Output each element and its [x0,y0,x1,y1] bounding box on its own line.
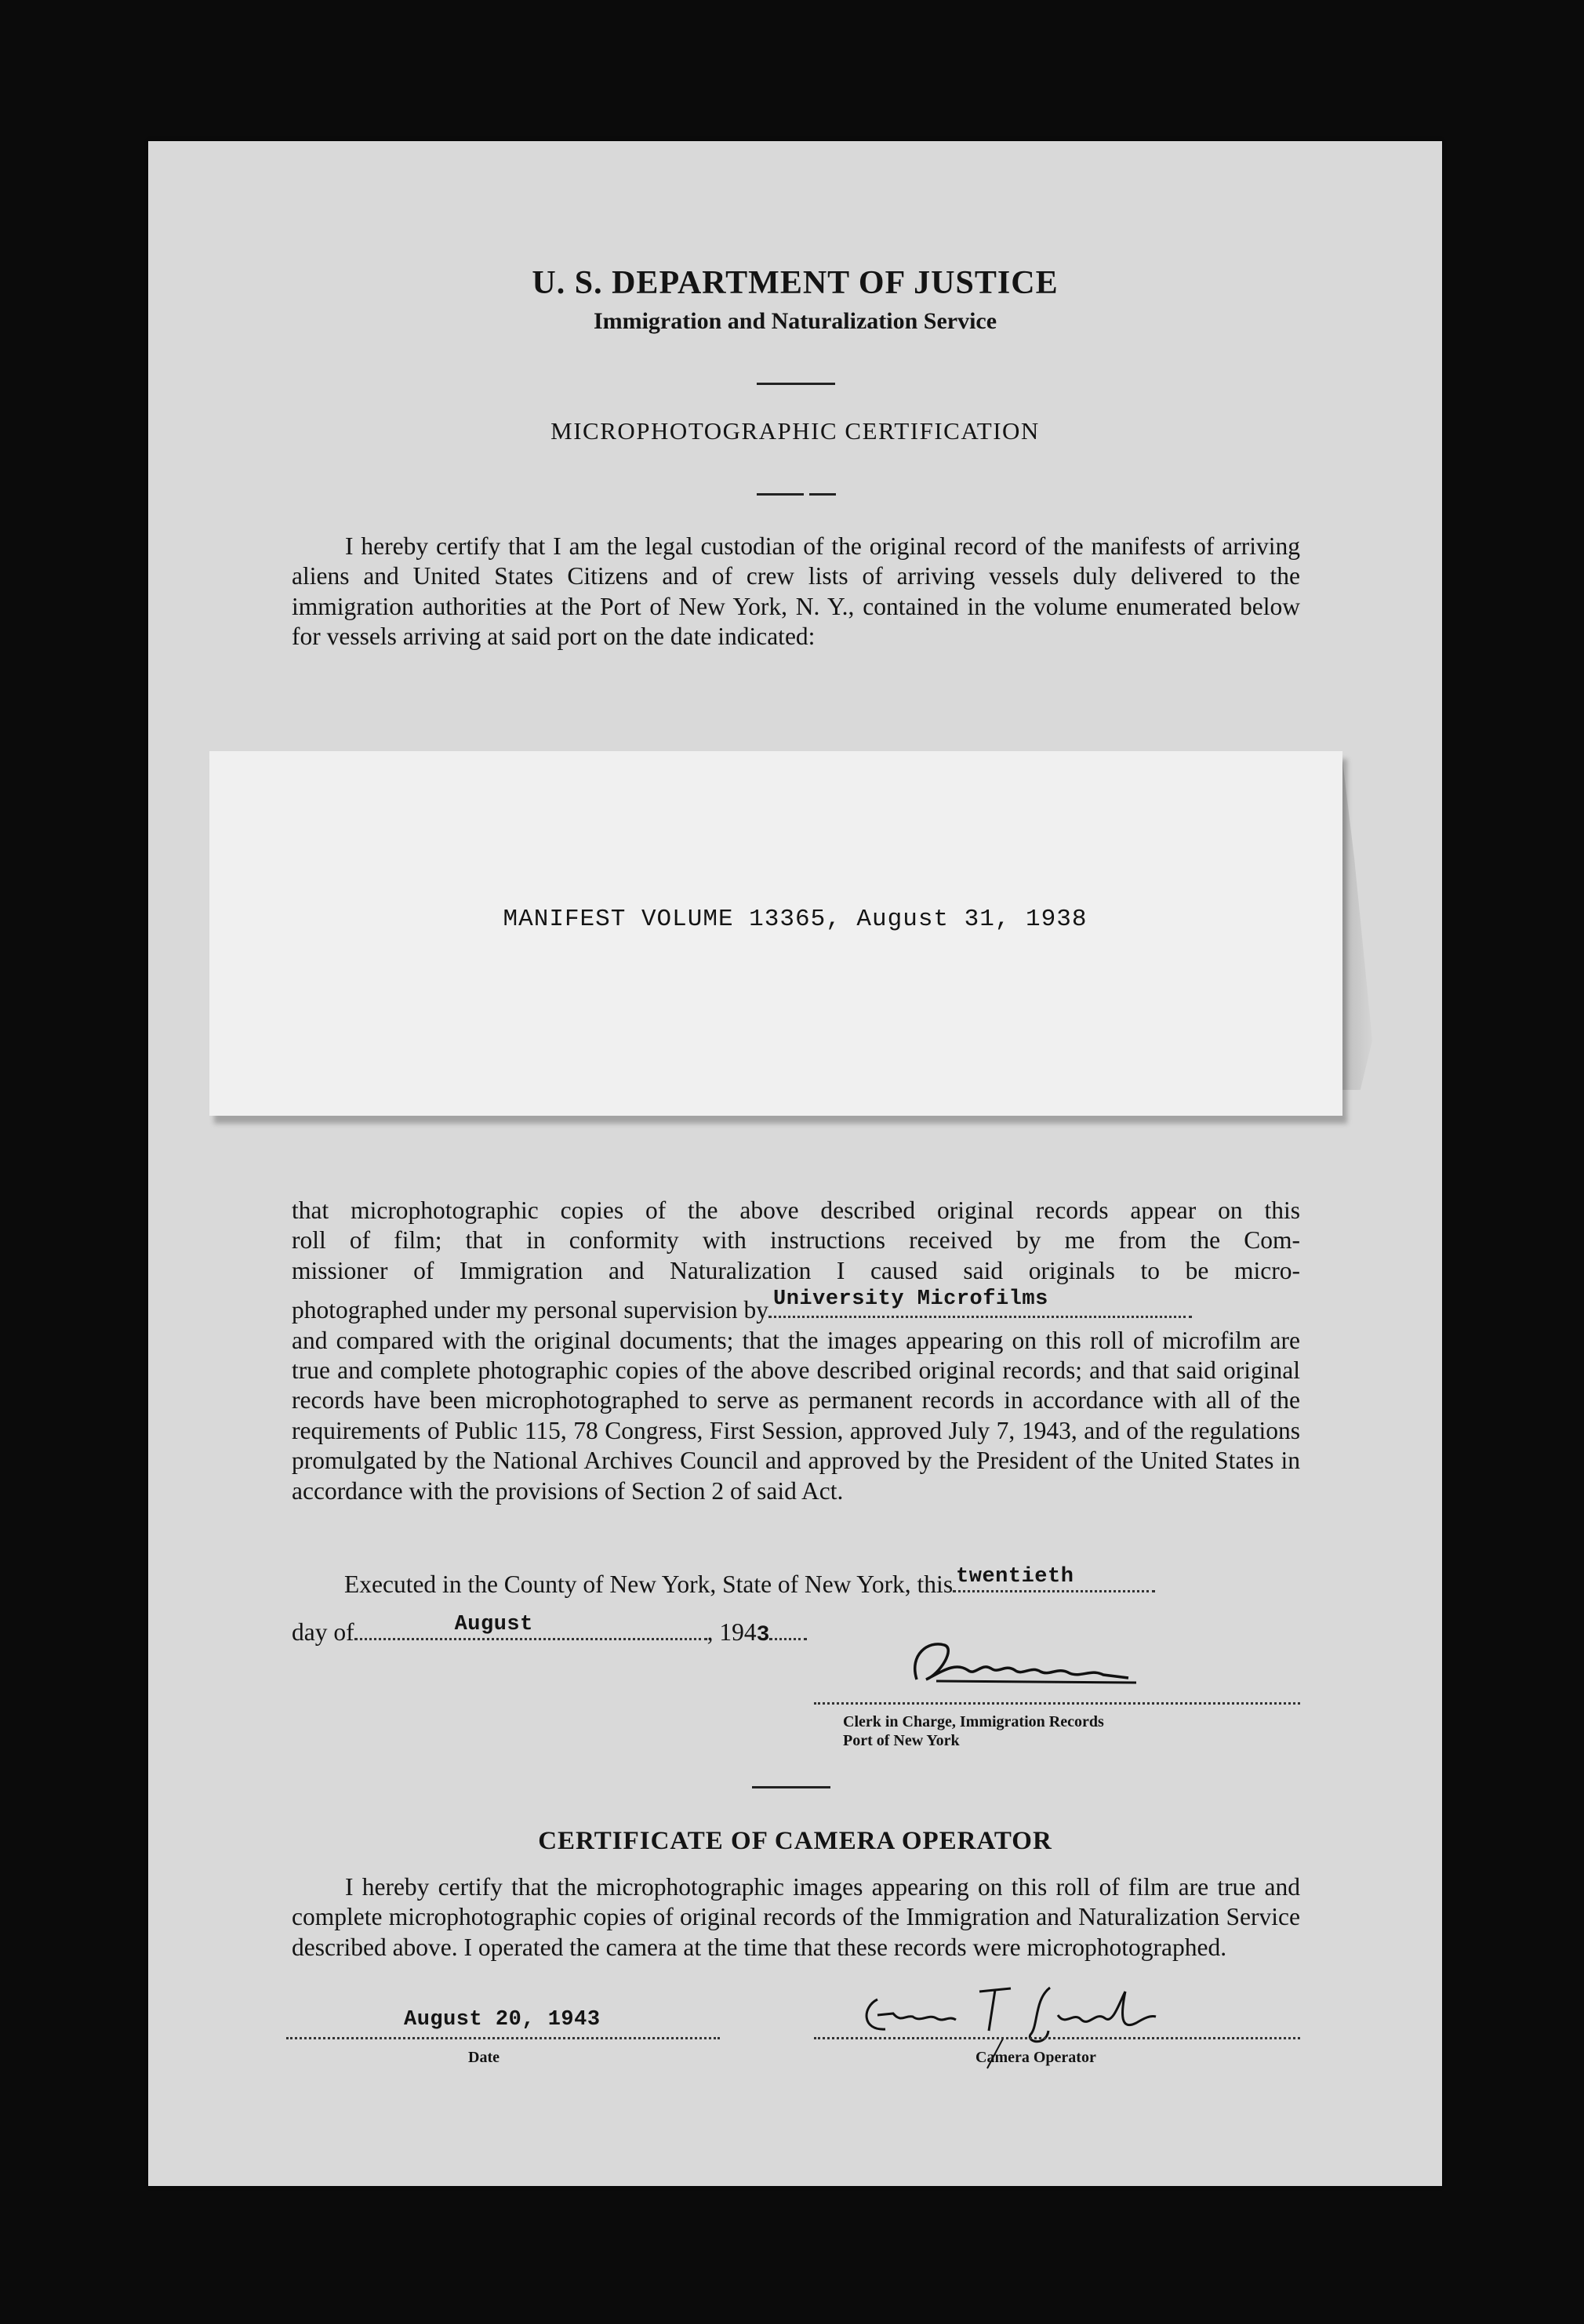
intro-paragraph: I hereby certify that I am the legal custodian of the original record of the manifests of arriving aliens and United States Citizens and of crew lists of arriving vessels duly delivered to the immigration authorities at the Port of New York, N. Y., contained in the volume enumerated below for vessels arriving at said port on the date indicated: [292,532,1300,651]
divider [757,493,804,496]
day-field [953,1565,1155,1592]
year-suffix: 3 [756,1623,770,1647]
day-of-line [292,1613,807,1647]
execution-line [344,1565,1301,1599]
camera-heading: CERTIFICATE OF CAMERA OPERATOR [538,1827,1052,1855]
clerk-signature-line [814,1702,1300,1705]
body-line: missioner of Immigration and Naturalization I caused said originals to be micro- [292,1256,1300,1284]
body-line: roll of film; that in conformity with instructions received by me from the Com- [292,1226,1300,1255]
date-label: Date [468,2049,500,2066]
camera-operator-label: Camera Operator [975,2049,1096,2066]
month-field [354,1613,707,1640]
department-heading: U. S. DEPARTMENT OF JUSTICE [532,265,1059,301]
supervisor-value: University Microfilms [773,1287,1048,1311]
supervision-prefix: photographed under my personal supervision by [292,1296,769,1324]
month-value: August [454,1613,533,1636]
service-subheading: Immigration and Naturalization Service [593,308,997,334]
day-of-label: day of [292,1618,354,1646]
clerk-signature [799,1631,1191,1694]
certificate-page [148,141,1442,2186]
day-value: twentieth [956,1565,1074,1589]
supervisor-field [768,1287,1192,1318]
body-rest: and compared with the original documents; that the images appearing on this roll of microfilm are true and complete photographic copies of the above described original records; and that said original records have been microphotographed to serve as permanent records in accordance with all of the requirements of Public 115, 78 Congress, First Session, approved July 7, 1943, and of the regulations promulgated by the National Archives Council and approved by the President of the United States in accordance with the provisions of Section 2 of said Act. [292,1326,1300,1505]
date-value: August 20, 1943 [404,2008,601,2032]
execution-prefix: Executed in the County of New York, State of New York, this [344,1571,954,1598]
year-prefix: , 194 [707,1618,757,1646]
manifest-volume-text: MANIFEST VOLUME 13365, August 31, 1938 [503,906,1088,933]
manifest-volume-card [209,751,1342,1116]
camera-operator-line [814,2037,1300,2039]
divider [757,383,835,385]
body-paragraph [292,1196,1300,1506]
divider [809,493,836,496]
supervision-line [292,1287,1300,1325]
body-line: that microphotographic copies of the above described original records appear on this [292,1196,1300,1224]
camera-paragraph: I hereby certify that the microphotographic images appearing on this roll of film are true and complete microphotographic copies of original records of the Immigration and Naturalization Service described above. I operated the camera at the time that these records were microphotographed. [292,1873,1300,1961]
clerk-title: Clerk in Charge, Immigration Records Port of New York [843,1713,1104,1749]
divider [752,1786,830,1788]
certification-title: MICROPHOTOGRAPHIC CERTIFICATION [550,417,1040,445]
